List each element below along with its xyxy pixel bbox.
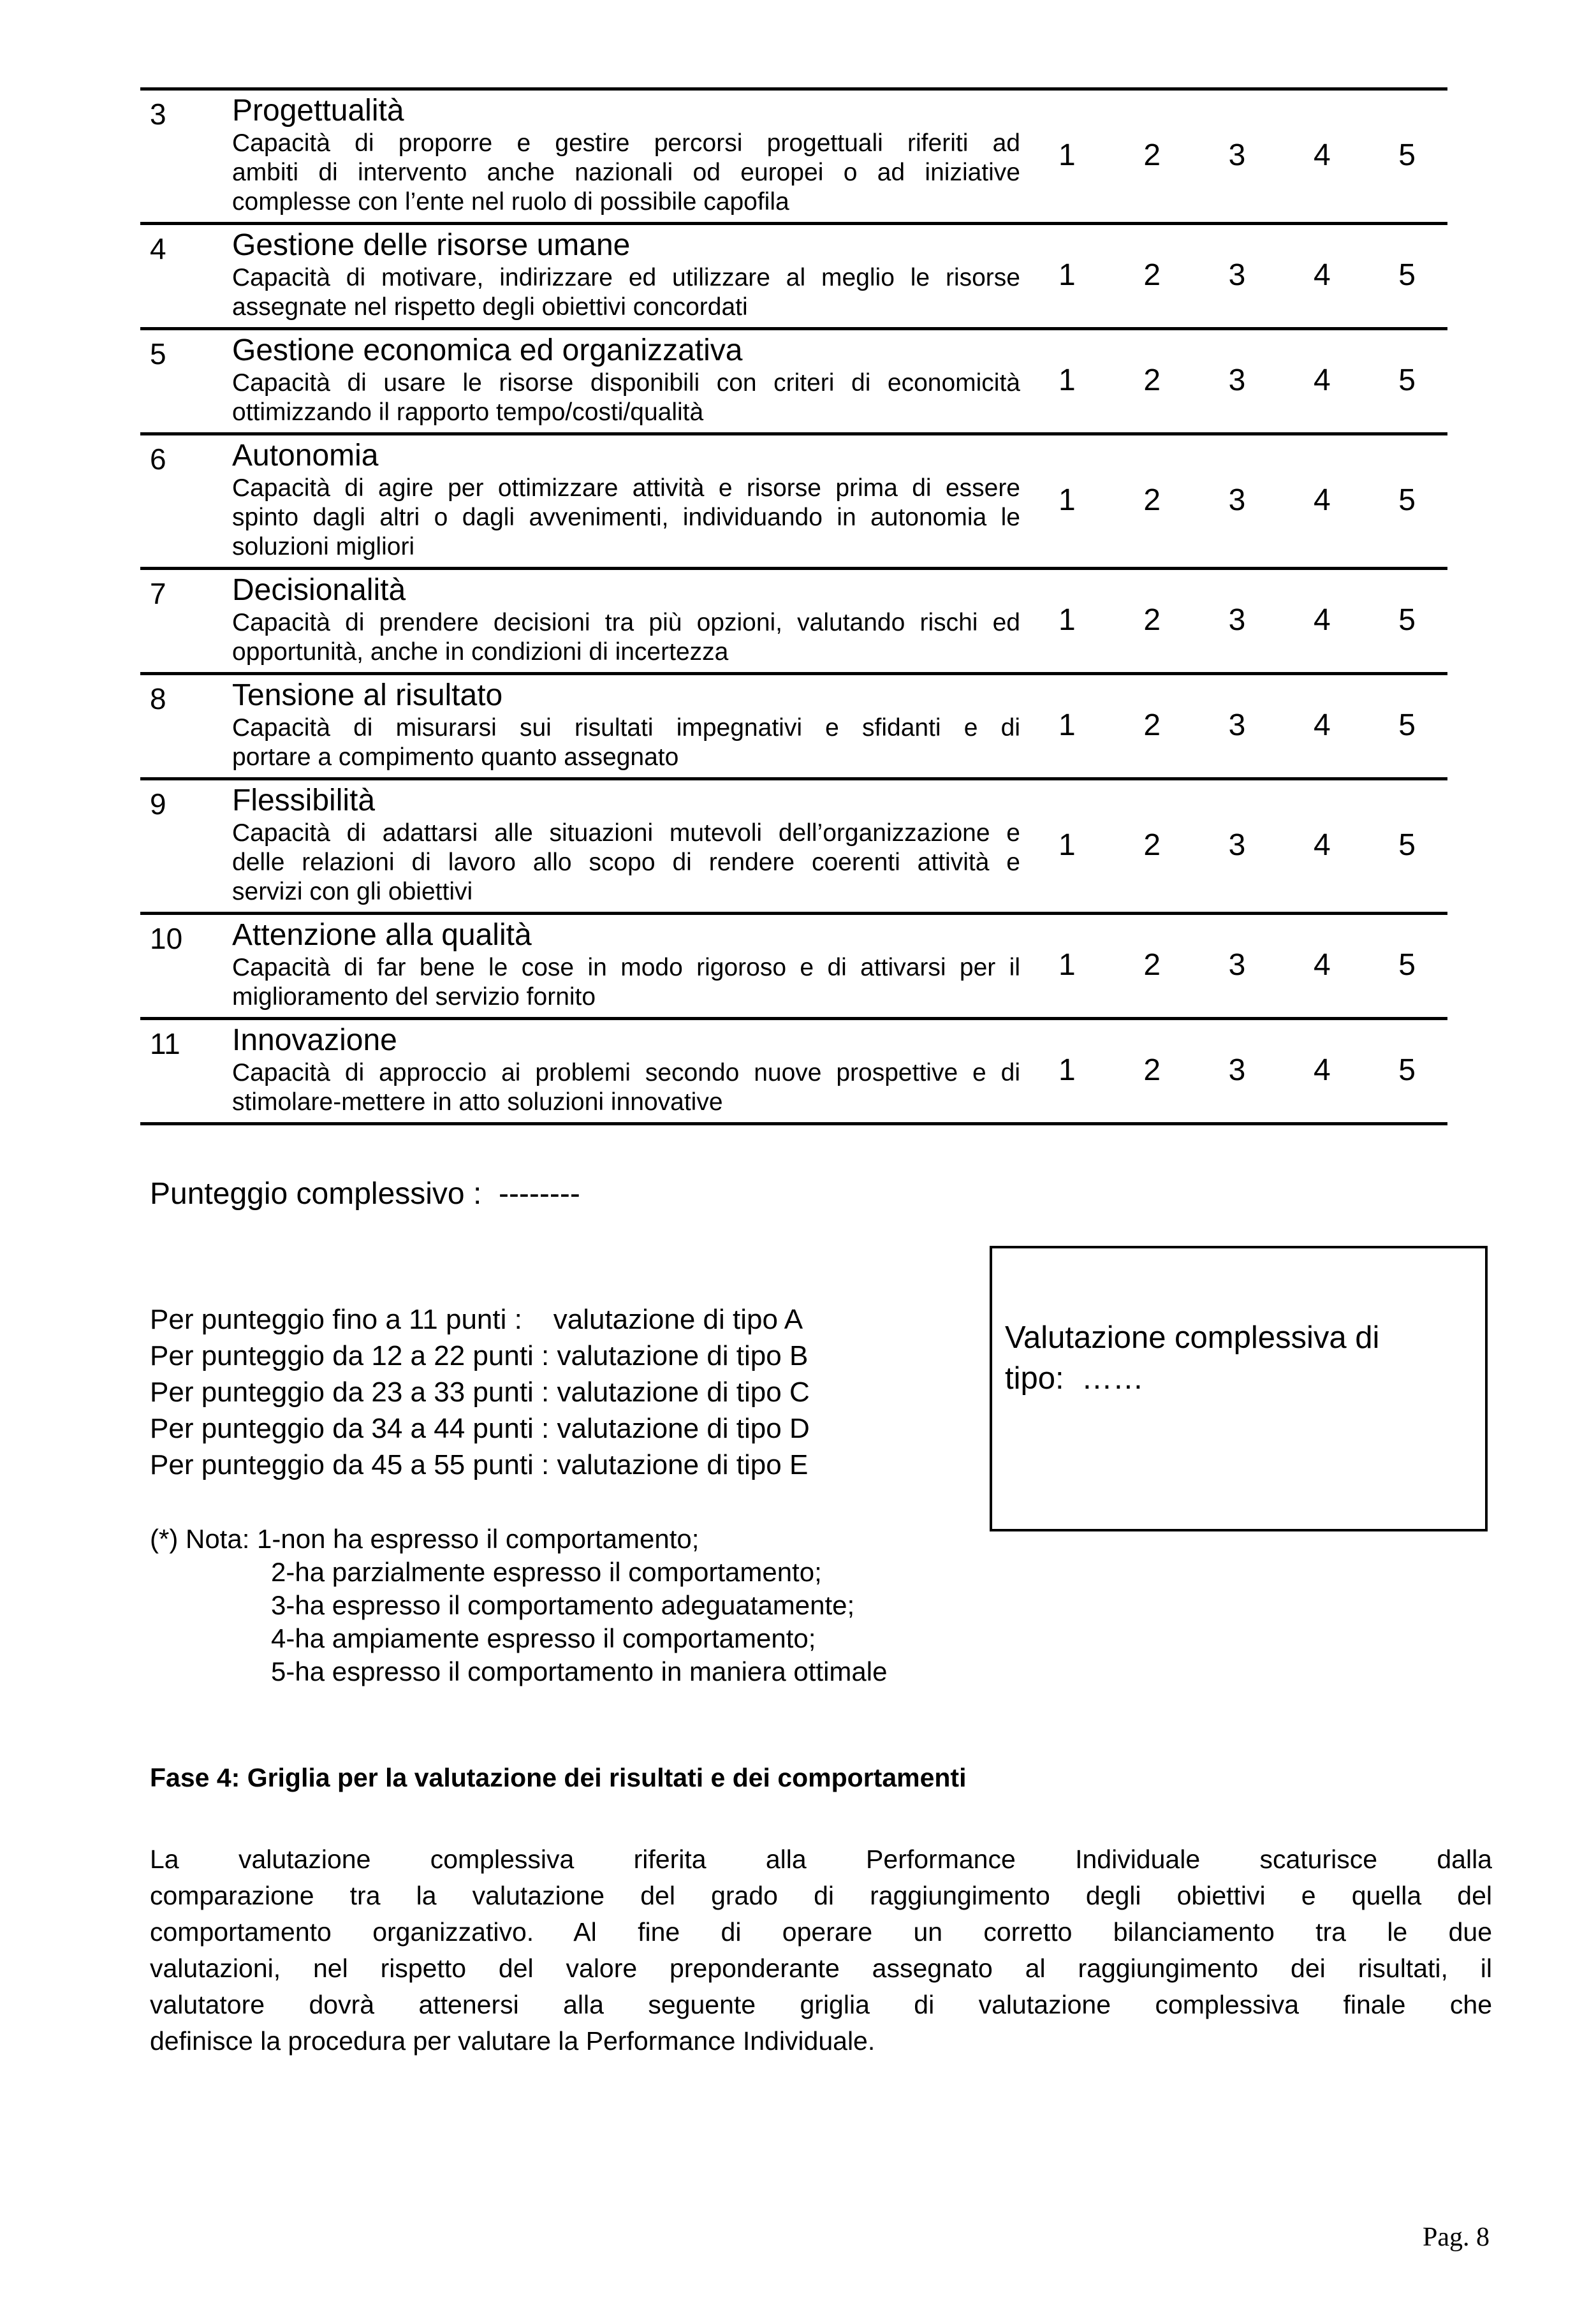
row-description-line: Capacità di far bene le cose in modo rigoroso e di attivarsi per il <box>232 954 1020 981</box>
note-line: (*) Nota: 1-non ha espresso il comportamento; <box>150 1524 699 1554</box>
rating-value-2: 2 <box>1143 1053 1161 1087</box>
rating-value-4: 4 <box>1313 603 1331 637</box>
rating-scale <box>1020 363 1447 398</box>
row-title: Progettualità <box>232 94 404 128</box>
rating-value-3: 3 <box>1228 258 1246 292</box>
rating-value-1: 1 <box>1058 483 1076 517</box>
rating-value-2: 2 <box>1143 708 1161 742</box>
row-description-line: miglioramento del servizio fornito <box>232 983 596 1011</box>
paragraph-line: La valutazione complessiva riferita alla Performance Individuale scaturisce dalla <box>150 1845 1492 1874</box>
rating-value-5: 5 <box>1398 1053 1416 1087</box>
note-line: 3-ha espresso il comportamento adeguatamente; <box>271 1590 855 1620</box>
row-content <box>232 228 1020 322</box>
paragraph-line: valutatore dovrà attenersi alla seguente griglia di valutazione complessiva finale che <box>150 1990 1492 2019</box>
table-row-decisionalita <box>140 567 1447 672</box>
rating-value-3: 3 <box>1228 483 1246 517</box>
row-number: 6 <box>150 442 166 476</box>
rating-scale <box>1020 947 1447 983</box>
rating-value-4: 4 <box>1313 483 1331 517</box>
rating-value-3: 3 <box>1228 603 1246 637</box>
rating-value-5: 5 <box>1398 708 1416 742</box>
overall-score-label: Punteggio complessivo : -------- <box>150 1177 580 1211</box>
rating-value-3: 3 <box>1228 363 1246 397</box>
rating-value-5: 5 <box>1398 363 1416 397</box>
competency-table <box>140 87 1447 1125</box>
paragraph-line: definisce la procedura per valutare la Performance Individuale. <box>150 2026 875 2056</box>
row-description-line: Capacità di proporre e gestire percorsi progettuali riferiti ad <box>232 129 1020 157</box>
rating-value-4: 4 <box>1313 708 1331 742</box>
row-content <box>232 917 1020 1012</box>
rating-scale <box>1020 603 1447 638</box>
rating-value-1: 1 <box>1058 138 1076 172</box>
score-range-line: Per punteggio da 45 a 55 punti : valutazione di tipo E <box>150 1449 809 1480</box>
body-paragraph <box>150 1841 1492 2059</box>
rating-value-4: 4 <box>1313 828 1331 862</box>
evaluation-box-line1: Valutazione complessiva di <box>1005 1320 1380 1355</box>
row-content <box>232 573 1020 667</box>
rating-scale <box>1020 708 1447 743</box>
rating-value-2: 2 <box>1143 363 1161 397</box>
row-description-line: stimolare-mettere in atto soluzioni innovative <box>232 1088 723 1116</box>
table-row-progettualita <box>140 87 1447 222</box>
rating-value-5: 5 <box>1398 947 1416 982</box>
row-title: Attenzione alla qualità <box>232 918 532 952</box>
row-description-line: ambiti di intervento anche nazionali od europei o ad iniziative <box>232 159 1020 186</box>
row-title: Tensione al risultato <box>232 678 503 712</box>
table-row-innovazione <box>140 1017 1447 1122</box>
row-description-line: Capacità di agire per ottimizzare attività e risorse prima di essere <box>232 474 1020 502</box>
rating-scale <box>1020 483 1447 518</box>
row-description-line: complesse con l’ente nel ruolo di possibile capofila <box>232 188 789 216</box>
row-content <box>232 333 1020 427</box>
row-title: Gestione delle risorse umane <box>232 228 631 262</box>
row-content <box>232 1023 1020 1117</box>
rating-value-2: 2 <box>1143 138 1161 172</box>
evaluation-box-line2: tipo: …… <box>1005 1361 1144 1396</box>
score-range-line: Per punteggio da 12 a 22 punti : valutazione di tipo B <box>150 1340 809 1371</box>
table-row-flessibilita <box>140 777 1447 912</box>
fase4-heading: Fase 4: Griglia per la valutazione dei risultati e dei comportamenti <box>150 1763 967 1792</box>
row-description-line: Capacità di approccio ai problemi secondo nuove prospettive e di <box>232 1059 1020 1086</box>
rating-value-2: 2 <box>1143 947 1161 982</box>
table-row-autonomia <box>140 432 1447 567</box>
row-description-line: delle relazioni di lavoro allo scopo di rendere coerenti attività e <box>232 849 1020 876</box>
rating-value-2: 2 <box>1143 828 1161 862</box>
paragraph-line: comportamento organizzativo. Al fine di operare un corretto bilanciamento tra le due <box>150 1917 1492 1947</box>
overall-evaluation-box <box>990 1246 1488 1531</box>
row-title: Autonomia <box>232 439 379 472</box>
row-title: Decisionalità <box>232 573 406 607</box>
table-row-gestione-economica <box>140 327 1447 432</box>
rating-value-5: 5 <box>1398 483 1416 517</box>
row-description-line: Capacità di usare le risorse disponibili con criteri di economicità <box>232 369 1020 397</box>
rating-value-3: 3 <box>1228 1053 1246 1087</box>
rating-value-1: 1 <box>1058 828 1076 862</box>
rating-value-2: 2 <box>1143 258 1161 292</box>
row-number: 7 <box>150 577 166 610</box>
rating-scale <box>1020 138 1447 173</box>
rating-value-1: 1 <box>1058 603 1076 637</box>
rating-value-5: 5 <box>1398 603 1416 637</box>
rating-value-4: 4 <box>1313 363 1331 397</box>
rating-value-4: 4 <box>1313 258 1331 292</box>
row-description-line: servizi con gli obiettivi <box>232 878 473 905</box>
table-row-gestione-risorse-umane <box>140 222 1447 327</box>
row-title: Flessibilità <box>232 784 376 817</box>
rating-value-2: 2 <box>1143 483 1161 517</box>
rating-value-3: 3 <box>1228 708 1246 742</box>
rating-value-1: 1 <box>1058 363 1076 397</box>
rating-value-5: 5 <box>1398 138 1416 172</box>
table-row-tensione-al-risultato <box>140 672 1447 777</box>
rating-value-3: 3 <box>1228 138 1246 172</box>
rating-value-1: 1 <box>1058 947 1076 982</box>
row-description-line: Capacità di motivare, indirizzare ed utilizzare al meglio le risorse <box>232 264 1020 291</box>
paragraph-line: comparazione tra la valutazione del grado di raggiungimento degli obiettivi e quella del <box>150 1881 1492 1910</box>
score-range-line: Per punteggio da 34 a 44 punti : valutazione di tipo D <box>150 1413 810 1444</box>
rating-value-1: 1 <box>1058 1053 1076 1087</box>
row-number: 10 <box>150 922 183 955</box>
row-title: Gestione economica ed organizzativa <box>232 333 743 367</box>
row-description-line: portare a compimento quanto assegnato <box>232 743 679 771</box>
note-line: 2-ha parzialmente espresso il comportamento; <box>271 1557 822 1587</box>
row-title: Innovazione <box>232 1023 397 1057</box>
rating-value-1: 1 <box>1058 258 1076 292</box>
rating-value-3: 3 <box>1228 828 1246 862</box>
note-line: 4-ha ampiamente espresso il comportamento; <box>271 1623 816 1653</box>
page-number: Pag. 8 <box>1423 2223 1490 2252</box>
row-content <box>232 93 1020 217</box>
row-number: 11 <box>150 1027 180 1060</box>
rating-value-5: 5 <box>1398 828 1416 862</box>
row-description-line: soluzioni migliori <box>232 533 415 560</box>
row-description-line: Capacità di adattarsi alle situazioni mutevoli dell’organizzazione e <box>232 819 1020 847</box>
rating-value-4: 4 <box>1313 947 1331 982</box>
row-number: 3 <box>150 98 166 131</box>
rating-scale <box>1020 258 1447 293</box>
rating-scale <box>1020 828 1447 863</box>
row-description-line: assegnate nel rispetto degli obiettivi concordati <box>232 293 748 321</box>
paragraph-line: valutazioni, nel rispetto del valore preponderante assegnato al raggiungimento dei risultati, il <box>150 1954 1492 1983</box>
row-description-line: spinto dagli altri o dagli avvenimenti, individuando in autonomia le <box>232 504 1020 531</box>
row-description-line: ottimizzando il rapporto tempo/costi/qualità <box>232 398 704 426</box>
row-description-line: Capacità di misurarsi sui risultati impegnativi e sfidanti e di <box>232 714 1020 742</box>
row-number: 9 <box>150 787 166 821</box>
rating-value-4: 4 <box>1313 138 1331 172</box>
row-content <box>232 678 1020 772</box>
rating-scale <box>1020 1053 1447 1088</box>
table-row-attenzione-qualita <box>140 912 1447 1017</box>
rating-value-1: 1 <box>1058 708 1076 742</box>
score-range-line: Per punteggio fino a 11 punti : valutazione di tipo A <box>150 1304 803 1335</box>
note-block <box>150 1523 1486 1688</box>
note-line: 5-ha espresso il comportamento in maniera ottimale <box>271 1656 888 1686</box>
rating-value-2: 2 <box>1143 603 1161 637</box>
row-number: 5 <box>150 337 166 370</box>
row-description-line: Capacità di prendere decisioni tra più opzioni, valutando rischi ed <box>232 609 1020 636</box>
rating-value-3: 3 <box>1228 947 1246 982</box>
score-range-line: Per punteggio da 23 a 33 punti : valutazione di tipo C <box>150 1377 810 1408</box>
row-number: 4 <box>150 232 166 265</box>
row-content <box>232 783 1020 907</box>
rating-value-5: 5 <box>1398 258 1416 292</box>
rating-value-4: 4 <box>1313 1053 1331 1087</box>
row-number: 8 <box>150 682 166 715</box>
row-content <box>232 438 1020 562</box>
row-description-line: opportunità, anche in condizioni di incertezza <box>232 638 729 666</box>
